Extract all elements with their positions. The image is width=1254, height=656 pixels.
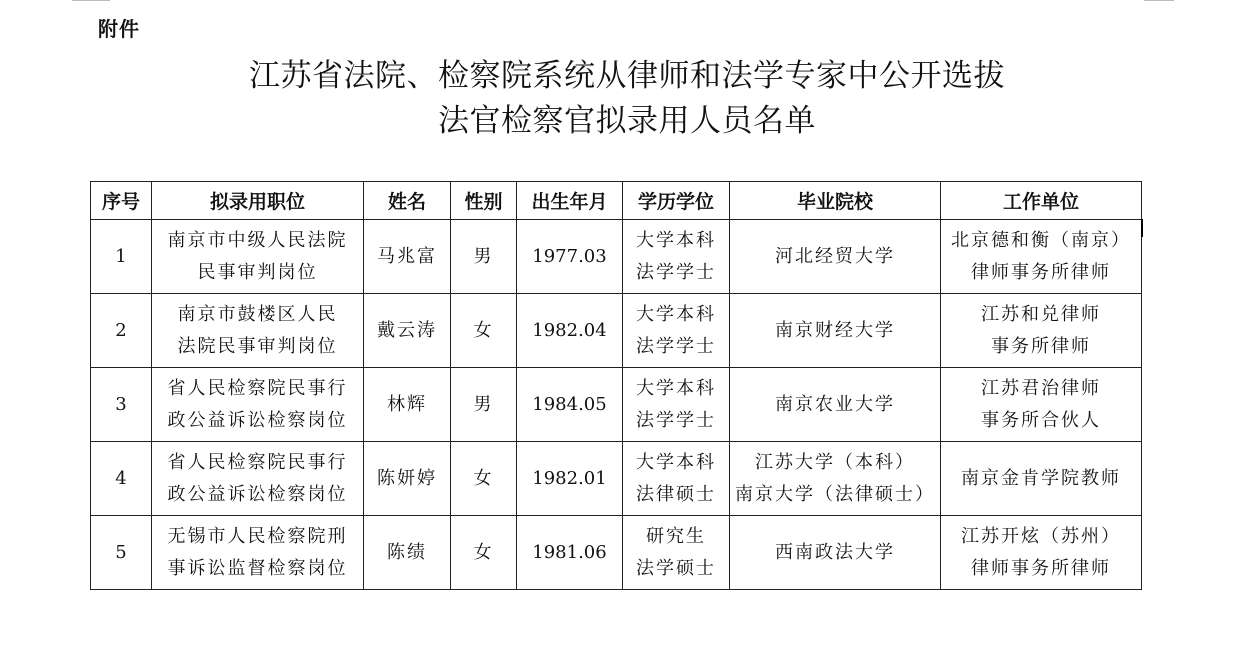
- school-cell: [730, 442, 941, 516]
- serial-number-cell: 2: [91, 294, 152, 368]
- education-cell: [623, 516, 730, 590]
- document-title-line-1: 江苏省法院、检察院系统从律师和法学专家中公开选拔: [249, 58, 1005, 94]
- education-cell-line: 法学学士: [636, 335, 716, 357]
- education-cell-line: 大学本科: [636, 377, 716, 399]
- birth-date-cell: 1984.05: [517, 368, 623, 442]
- position-cell-line: 政公益诉讼检察岗位: [167, 483, 348, 505]
- position-cell: [152, 368, 364, 442]
- serial-number-cell: 3: [91, 368, 152, 442]
- table-row: [91, 516, 1142, 590]
- employer-cell-line: 北京德和衡（南京）: [951, 229, 1131, 251]
- employer-cell: [941, 294, 1142, 368]
- position-cell-line: 法院民事审判岗位: [177, 335, 338, 357]
- employer-cell-line: 江苏开炫（苏州）: [961, 525, 1121, 547]
- gender-cell: 女: [451, 442, 517, 516]
- table-row: [91, 442, 1142, 516]
- school-cell-line: 南京农业大学: [775, 393, 895, 415]
- employer-cell-line: 事务所合伙人: [981, 409, 1101, 431]
- page-corner-mark-left: [72, 0, 110, 1]
- school-cell-line: 南京财经大学: [775, 319, 895, 341]
- header-cell: 毕业院校: [730, 182, 941, 220]
- table-row: [91, 368, 1142, 442]
- name-cell: 林辉: [364, 368, 451, 442]
- position-cell: [152, 516, 364, 590]
- serial-number-cell: 5: [91, 516, 152, 590]
- gender-cell: 男: [451, 368, 517, 442]
- text-cursor: [1141, 219, 1143, 237]
- education-cell-line: 研究生: [646, 525, 706, 547]
- education-cell-line: 大学本科: [636, 303, 716, 325]
- birth-date-cell: 1982.01: [517, 442, 623, 516]
- employer-cell-line: 事务所律师: [991, 335, 1091, 357]
- position-cell-line: 省人民检察院民事行: [167, 451, 348, 473]
- document-title-line-2: 法官检察官拟录用人员名单: [438, 103, 816, 139]
- education-cell-line: 法学学士: [636, 261, 716, 283]
- serial-number-cell: 1: [91, 220, 152, 294]
- position-cell: [152, 294, 364, 368]
- attachment-label: 附件: [98, 17, 140, 41]
- education-cell: [623, 442, 730, 516]
- position-cell: [152, 220, 364, 294]
- position-cell-line: 事诉讼监督检察岗位: [167, 557, 348, 579]
- education-cell-line: 大学本科: [636, 451, 716, 473]
- school-cell: [730, 294, 941, 368]
- table-header-row: [91, 182, 1142, 220]
- header-cell: 出生年月: [517, 182, 623, 220]
- school-cell: [730, 516, 941, 590]
- name-cell: 马兆富: [364, 220, 451, 294]
- school-cell-line: 南京大学（法律硕士）: [735, 483, 935, 505]
- candidate-table: [90, 181, 1142, 590]
- school-cell: [730, 368, 941, 442]
- header-cell: 学历学位: [623, 182, 730, 220]
- position-cell-line: 南京市中级人民法院: [167, 229, 348, 251]
- employer-cell-line: 江苏和兑律师: [981, 303, 1101, 325]
- position-cell-line: 民事审判岗位: [197, 261, 318, 283]
- birth-date-cell: 1982.04: [517, 294, 623, 368]
- table-row: [91, 220, 1142, 294]
- school-cell-line: 江苏大学（本科）: [755, 451, 915, 473]
- school-cell: [730, 220, 941, 294]
- education-cell: [623, 368, 730, 442]
- position-cell-line: 无锡市人民检察院刑: [167, 525, 348, 547]
- position-cell-line: 省人民检察院民事行: [167, 377, 348, 399]
- gender-cell: 男: [451, 220, 517, 294]
- header-cell: 工作单位: [941, 182, 1142, 220]
- education-cell-line: 法律硕士: [636, 483, 716, 505]
- name-cell: 陈妍婷: [364, 442, 451, 516]
- page-corner-mark-right: [1144, 0, 1174, 1]
- header-cell: 序号: [91, 182, 152, 220]
- serial-number-cell: 4: [91, 442, 152, 516]
- name-cell: 陈绩: [364, 516, 451, 590]
- employer-cell-line: 南京金肯学院教师: [961, 467, 1121, 489]
- header-cell: 拟录用职位: [152, 182, 364, 220]
- employer-cell-line: 江苏君治律师: [981, 377, 1101, 399]
- position-cell-line: 政公益诉讼检察岗位: [167, 409, 348, 431]
- employer-cell: [941, 442, 1142, 516]
- employer-cell: [941, 516, 1142, 590]
- header-cell: 性别: [451, 182, 517, 220]
- employer-cell: [941, 220, 1142, 294]
- gender-cell: 女: [451, 294, 517, 368]
- table-row: [91, 294, 1142, 368]
- birth-date-cell: 1981.06: [517, 516, 623, 590]
- name-cell: 戴云涛: [364, 294, 451, 368]
- position-cell-line: 南京市鼓楼区人民: [177, 303, 338, 325]
- employer-cell: [941, 368, 1142, 442]
- position-cell: [152, 442, 364, 516]
- header-cell: 姓名: [364, 182, 451, 220]
- birth-date-cell: 1977.03: [517, 220, 623, 294]
- education-cell: [623, 220, 730, 294]
- education-cell-line: 大学本科: [636, 229, 716, 251]
- school-cell-line: 河北经贸大学: [775, 245, 895, 267]
- education-cell-line: 法学学士: [636, 409, 716, 431]
- education-cell: [623, 294, 730, 368]
- school-cell-line: 西南政法大学: [775, 541, 895, 563]
- employer-cell-line: 律师事务所律师: [971, 557, 1111, 579]
- gender-cell: 女: [451, 516, 517, 590]
- education-cell-line: 法学硕士: [636, 557, 716, 579]
- employer-cell-line: 律师事务所律师: [971, 261, 1111, 283]
